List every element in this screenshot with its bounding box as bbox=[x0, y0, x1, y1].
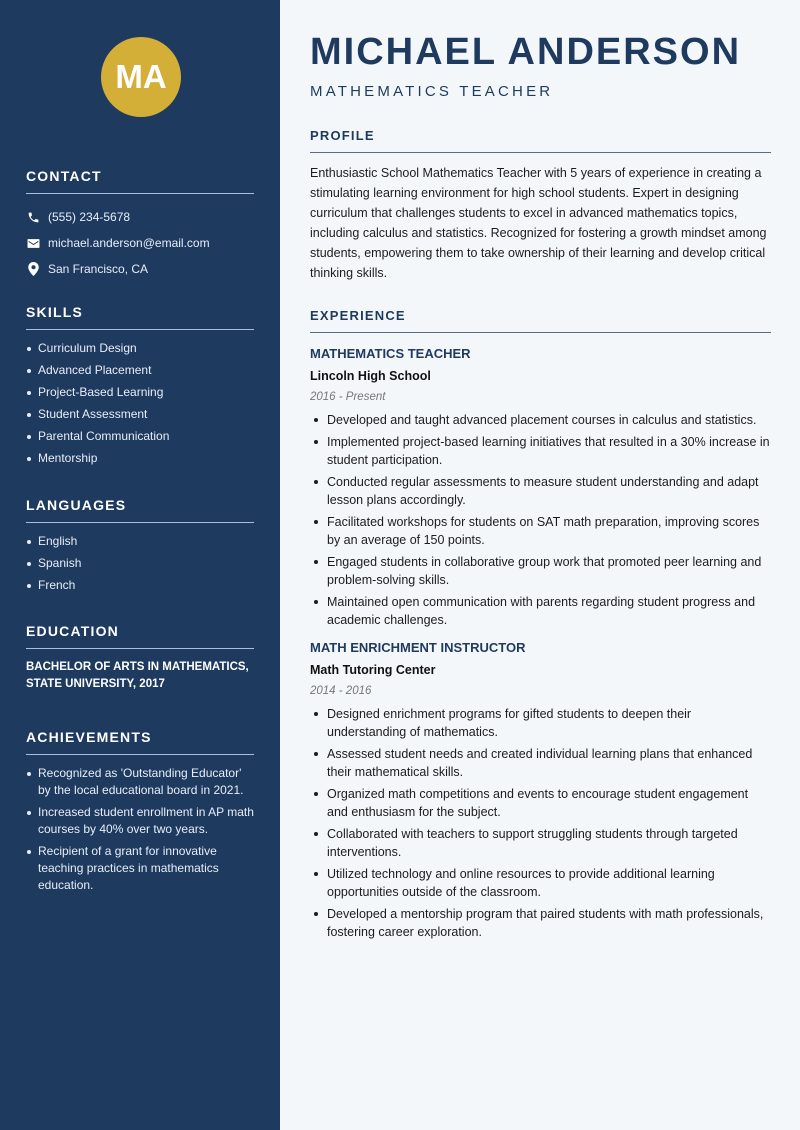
job-bullet: Conducted regular assessments to measure student understanding and adapt lesson plans accordingly. bbox=[310, 473, 771, 509]
section-title-languages: LANGUAGES bbox=[26, 497, 254, 523]
skill-item: Student Assessment bbox=[26, 406, 254, 423]
job-bullet: Utilized technology and online resources to provide additional learning opportunities outside of the classroom. bbox=[310, 865, 771, 901]
skill-item: Project-Based Learning bbox=[26, 384, 254, 401]
achievements-list bbox=[26, 765, 254, 894]
avatar bbox=[101, 37, 181, 117]
section-title-experience: EXPERIENCE bbox=[310, 308, 771, 333]
job-bullets bbox=[310, 705, 771, 941]
candidate-role: MATHEMATICS TEACHER bbox=[310, 83, 554, 100]
education-section bbox=[26, 623, 254, 693]
skill-item: Advanced Placement bbox=[26, 362, 254, 379]
job-bullet: Facilitated workshops for students on SAT math preparation, improving scores by an average of 150 points. bbox=[310, 513, 771, 549]
job-dates: 2016 - Present bbox=[310, 391, 386, 403]
contact-phone-text: (555) 234-5678 bbox=[48, 210, 131, 224]
skill-item: Parental Communication bbox=[26, 428, 254, 445]
job-bullet: Developed and taught advanced placement courses in calculus and statistics. bbox=[310, 411, 771, 429]
job-bullet: Assessed student needs and created individual learning plans that enhanced their mathematical skills. bbox=[310, 745, 771, 781]
job-entry bbox=[310, 639, 771, 941]
job-title: MATH ENRICHMENT INSTRUCTOR bbox=[310, 640, 526, 655]
job-bullet: Engaged students in collaborative group work that promoted peer learning and problem-solving skills. bbox=[310, 553, 771, 589]
contact-location bbox=[26, 256, 254, 282]
languages-list bbox=[26, 533, 254, 594]
sidebar bbox=[0, 0, 280, 1130]
section-title-skills: SKILLS bbox=[26, 304, 254, 330]
achievement-item: Recognized as 'Outstanding Educator' by the local educational board in 2021. bbox=[26, 765, 254, 799]
skills-section bbox=[26, 304, 254, 472]
profile-summary: Enthusiastic School Mathematics Teacher with 5 years of experience in creating a stimulating learning environment for high school students. Expert in designing curriculum that challenges students to excel in advanced mathematics topics, including calculus and statistics. Recognized for fostering a growth mindset among students, empowering them to take ownership of their learning and develop critical thinking skills. bbox=[310, 166, 767, 280]
job-company: Math Tutoring Center bbox=[310, 663, 436, 677]
contact-list bbox=[26, 204, 254, 282]
contact-phone bbox=[26, 204, 254, 230]
job-bullet: Developed a mentorship program that paired students with math professionals, fostering career exploration. bbox=[310, 905, 771, 941]
candidate-name: MICHAEL ANDERSON bbox=[310, 31, 742, 73]
section-title-achievements: ACHIEVEMENTS bbox=[26, 729, 254, 755]
job-bullets bbox=[310, 411, 771, 629]
language-item: French bbox=[26, 577, 254, 594]
contact-email bbox=[26, 230, 254, 256]
languages-section bbox=[26, 497, 254, 599]
job-bullet: Implemented project-based learning initiatives that resulted in a 30% increase in student participation. bbox=[310, 433, 771, 469]
job-bullet: Designed enrichment programs for gifted students to deepen their understanding of mathematics. bbox=[310, 705, 771, 741]
job-bullet: Organized math competitions and events to encourage student engagement and enthusiasm for the subject. bbox=[310, 785, 771, 821]
avatar-initials: MA bbox=[115, 58, 167, 95]
phone-icon bbox=[26, 210, 40, 224]
achievements-section bbox=[26, 729, 254, 899]
contact-section bbox=[26, 168, 254, 282]
location-pin-icon bbox=[26, 262, 40, 276]
section-title-contact: CONTACT bbox=[26, 168, 254, 194]
skills-list bbox=[26, 340, 254, 467]
profile-section bbox=[310, 128, 771, 283]
language-item: Spanish bbox=[26, 555, 254, 572]
skill-item: Curriculum Design bbox=[26, 340, 254, 357]
achievement-item: Recipient of a grant for innovative teaching practices in mathematics education. bbox=[26, 843, 254, 894]
experience-section bbox=[310, 308, 771, 945]
email-icon bbox=[26, 236, 40, 250]
skill-item: Mentorship bbox=[26, 450, 254, 467]
section-title-education: EDUCATION bbox=[26, 623, 254, 649]
job-title: MATHEMATICS TEACHER bbox=[310, 346, 471, 361]
contact-location-text: San Francisco, CA bbox=[48, 262, 149, 276]
job-dates: 2014 - 2016 bbox=[310, 685, 372, 697]
education-degree: BACHELOR OF ARTS IN MATHEMATICS, STATE UNIVERSITY, 2017 bbox=[26, 661, 249, 690]
language-item: English bbox=[26, 533, 254, 550]
job-company: Lincoln High School bbox=[310, 369, 431, 383]
contact-email-text: michael.anderson@email.com bbox=[48, 236, 210, 250]
section-title-profile: PROFILE bbox=[310, 128, 771, 153]
job-entry bbox=[310, 345, 771, 629]
job-bullet: Collaborated with teachers to support struggling students through targeted interventions. bbox=[310, 825, 771, 861]
job-bullet: Maintained open communication with parents regarding student progress and academic challenges. bbox=[310, 593, 771, 629]
achievement-item: Increased student enrollment in AP math courses by 40% over two years. bbox=[26, 804, 254, 838]
